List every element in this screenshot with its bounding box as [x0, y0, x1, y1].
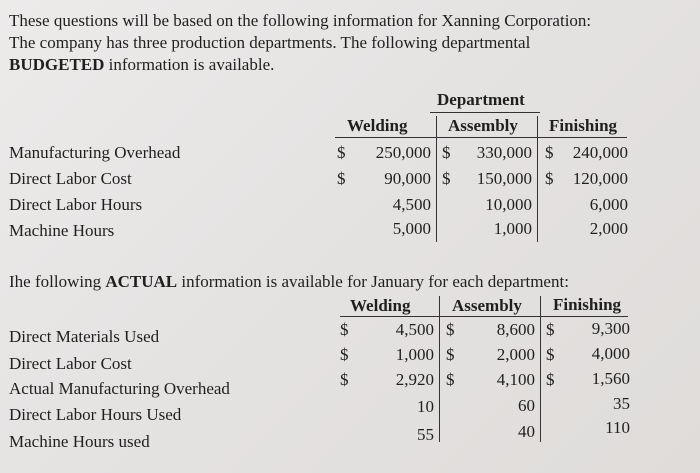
budget-row-label: Direct Labor Cost	[9, 169, 132, 188]
budget-finishing-value: 2,000	[589, 219, 628, 238]
actual-finishing-value: 1,560	[591, 369, 630, 388]
budget-col-assembly: Assembly	[448, 116, 518, 135]
budget-header-underline	[335, 137, 627, 138]
actual-assembly-value: 8,600	[496, 320, 535, 339]
budget-row-label: Machine Hours	[9, 221, 115, 240]
actual-row-label: Actual Manufacturing Overhead	[9, 379, 230, 398]
actual-keyword: ACTUAL	[105, 272, 178, 291]
actual-welding-value: 4,500	[395, 320, 434, 339]
actual-row-label: Direct Materials Used	[9, 327, 160, 346]
actual-intro-post: information is available for January for each department:	[177, 272, 569, 291]
budget-welding-value: 5,000	[392, 219, 431, 238]
actual-welding-value: 2,920	[395, 370, 434, 389]
actual-divider-1	[439, 296, 440, 442]
dollar-sign: $	[446, 320, 455, 339]
dollar-sign: $	[340, 345, 349, 364]
dollar-sign: $	[546, 370, 555, 389]
budget-assembly-value: 330,000	[476, 143, 532, 162]
dollar-sign: $	[545, 143, 554, 162]
actual-row-label: Direct Labor Cost	[9, 354, 132, 373]
budget-assembly-value: 1,000	[493, 219, 532, 238]
actual-col-finishing: Finishing	[553, 295, 622, 314]
budget-welding-value: 90,000	[384, 169, 431, 188]
budget-col-welding: Welding	[347, 116, 408, 135]
department-underline	[430, 112, 540, 113]
budget-col-finishing: Finishing	[549, 116, 618, 135]
actual-finishing-value: 4,000	[591, 344, 630, 363]
actual-welding-value: 55	[417, 425, 434, 444]
dollar-sign: $	[546, 345, 555, 364]
dollar-sign: $	[337, 169, 346, 188]
budget-finishing-value: 240,000	[572, 143, 628, 162]
actual-intro	[9, 272, 569, 292]
budgeted-keyword: BUDGETED	[9, 55, 105, 74]
actual-row-label: Direct Labor Hours Used	[9, 405, 182, 424]
dollar-sign: $	[442, 143, 451, 162]
budget-row-label: Direct Labor Hours	[9, 195, 143, 214]
actual-assembly-value: 2,000	[496, 345, 535, 364]
actual-welding-value: 1,000	[395, 345, 434, 364]
actual-assembly-value: 60	[518, 396, 535, 415]
actual-finishing-value: 9,300	[591, 319, 630, 338]
dollar-sign: $	[545, 169, 554, 188]
budget-assembly-value: 10,000	[485, 195, 532, 214]
actual-col-welding: Welding	[350, 296, 411, 315]
actual-welding-value: 10	[417, 397, 434, 416]
budget-assembly-value: 150,000	[476, 169, 532, 188]
actual-header-underline	[340, 316, 628, 317]
actual-row-label: Machine Hours used	[9, 432, 150, 451]
actual-intro-pre: Ihe following	[9, 272, 106, 291]
intro-line-1: These questions will be based on the following information for Xanning Corporation:	[9, 11, 592, 30]
intro-paragraph	[9, 10, 689, 76]
budget-finishing-value: 6,000	[589, 195, 628, 214]
intro-line-2: The company has three production departments. The following departmental	[9, 33, 531, 52]
intro-line-3-rest: information is available.	[104, 55, 275, 74]
dollar-sign: $	[546, 320, 555, 339]
budget-divider-2	[537, 116, 538, 242]
dollar-sign: $	[446, 345, 455, 364]
actual-finishing-value: 35	[613, 394, 630, 413]
intro-line-3	[9, 54, 689, 76]
dollar-sign: $	[340, 370, 349, 389]
dollar-sign: $	[337, 143, 346, 162]
budget-welding-value: 250,000	[375, 143, 431, 162]
dollar-sign: $	[446, 370, 455, 389]
actual-finishing-value: 110	[605, 418, 630, 437]
budget-divider-1	[436, 116, 437, 242]
dollar-sign: $	[340, 320, 349, 339]
budget-row-label: Manufacturing Overhead	[9, 143, 181, 162]
budget-finishing-value: 120,000	[572, 169, 628, 188]
actual-assembly-value: 4,100	[496, 370, 535, 389]
department-header: Department	[437, 90, 525, 109]
actual-col-assembly: Assembly	[452, 296, 522, 315]
budget-welding-value: 4,500	[392, 195, 431, 214]
dollar-sign: $	[442, 169, 451, 188]
actual-divider-2	[540, 296, 541, 442]
actual-assembly-value: 40	[518, 422, 535, 441]
